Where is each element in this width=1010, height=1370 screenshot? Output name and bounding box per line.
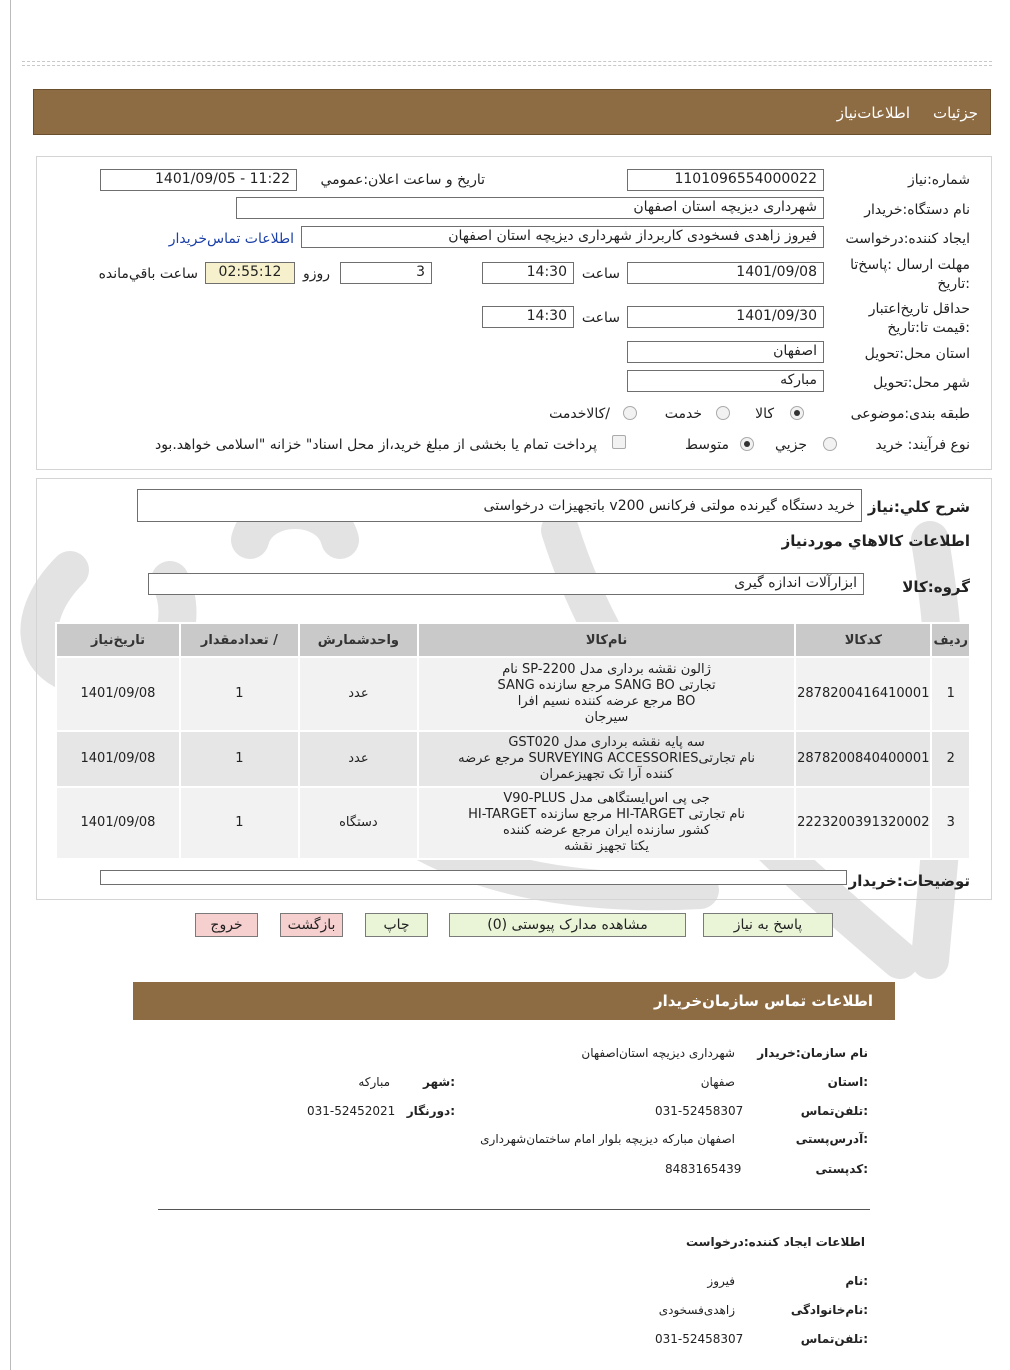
cell-name-line: تجارتی SANG BO مرجع سازنده SANG xyxy=(497,678,716,693)
need-number-label: شماره:نیاز xyxy=(907,172,970,188)
cell-name-line: BO مرجع عرضه کننده نسیم افرا xyxy=(517,694,696,709)
buyer-notes-label: توضیحات:خریدار xyxy=(848,872,970,890)
category-service-label: خدمت xyxy=(664,406,702,422)
cell-date: 1401/09/08 xyxy=(56,787,180,859)
deadline-time-field: 14:30 xyxy=(482,262,574,284)
postal-value: 8483165439 xyxy=(665,1162,742,1176)
remaining-time-field: 02:55:12 xyxy=(205,262,295,284)
process-small-radio[interactable] xyxy=(823,437,837,451)
creator-field: فیروز زاهدی فسخودی کاربرداز شهرداری دیزیچه استان اصفهان xyxy=(301,226,824,248)
validity-date-field: 1401/09/30 xyxy=(627,306,824,328)
city-contact-label: :شهر xyxy=(423,1075,455,1089)
buyer-label: نام دستگاه:خریدار xyxy=(864,202,970,218)
creator-label: ایجاد کننده:درخواست xyxy=(845,231,970,247)
col-header-row: ردیف xyxy=(931,623,970,657)
city-contact-value: مبارکه xyxy=(358,1075,390,1089)
category-service-radio[interactable] xyxy=(716,406,730,420)
deadline-label: مهلت ارسال :پاسخ‌تا xyxy=(850,257,970,273)
deadline-time-label: ساعت xyxy=(581,266,620,282)
back-button[interactable]: بازگشت xyxy=(280,913,343,937)
cell-date: 1401/09/08 xyxy=(56,657,180,731)
summary-field: خرید دستگاه گیرنده مولتی فرکانس v200 باتجهیزات درخواستی xyxy=(137,489,862,522)
category-label: طبقه بندی:موضوعی xyxy=(850,406,970,422)
col-header-qty: / تعدادمقدار xyxy=(180,623,299,657)
col-header-name: نام‌کالا xyxy=(418,623,795,657)
validity-time-field: 14:30 xyxy=(482,306,574,328)
exit-button[interactable]: خروج xyxy=(195,913,258,937)
cell-row-number: 3 xyxy=(931,787,970,859)
cell-qty: 1 xyxy=(180,787,299,859)
cell-code: 2878200840400001 xyxy=(795,731,931,787)
table-row xyxy=(56,731,970,787)
col-header-code: کدکالا xyxy=(795,623,931,657)
table-row xyxy=(56,787,970,859)
deadline-label-2: :تاریخ xyxy=(937,276,970,292)
fax-label: :دورنگار xyxy=(406,1104,455,1118)
province-label: استان محل:تحویل xyxy=(864,346,970,362)
org-value: شهرداری دیزیچه استان‌اصفهان xyxy=(581,1046,735,1060)
remaining-time-label: ساعت باقي‌مانده xyxy=(98,266,198,282)
announce-date-label: تاریخ و ساعت اعلان:عمومي xyxy=(320,172,485,188)
deadline-date-field: 1401/09/08 xyxy=(627,262,824,284)
process-medium-radio[interactable] xyxy=(740,437,754,451)
org-label: نام سازمان:خریدار xyxy=(757,1046,868,1060)
process-label: نوع فرآیند: خرید xyxy=(875,437,970,453)
process-small-label: جزيي xyxy=(775,437,807,453)
validity-time-label: ساعت xyxy=(581,310,620,326)
creator-info-title: اطلاعات ایجاد کننده:درخواست xyxy=(685,1235,865,1249)
cell-unit: عدد xyxy=(299,657,418,731)
cell-name-line: سه پایه نقشه برداری مدل GST020 xyxy=(508,735,705,750)
table-row xyxy=(56,657,970,731)
cell-name xyxy=(418,657,795,731)
cell-name-line: کشور سازنده ایران مرجع عرضه کننده xyxy=(503,823,711,838)
cell-name xyxy=(418,787,795,859)
cell-code: 2878200416410001 xyxy=(795,657,931,731)
category-goods-service-label: /کالاخدمت xyxy=(549,406,610,422)
days-label: روزو xyxy=(302,266,330,282)
cell-name-line: نام تجارتی HI-TARGET مرجع سازنده HI-TARGET xyxy=(468,807,745,822)
province-contact-value: صفهان xyxy=(700,1075,735,1089)
dotted-separator xyxy=(22,61,992,62)
section-divider xyxy=(158,1209,870,1210)
col-header-unit: واحدشمارش xyxy=(299,623,418,657)
cell-name-line: ژالون نقشه برداری مدل SP-2200 نام xyxy=(502,662,711,677)
phone-value: 031-52458307 xyxy=(655,1104,744,1118)
print-button[interactable]: چاپ xyxy=(365,913,428,937)
city-label: شهر محل:تحویل xyxy=(873,375,970,391)
goods-table xyxy=(55,622,971,860)
buyer-notes-field xyxy=(100,870,847,885)
goods-group-label: گروه:کالا xyxy=(902,578,970,596)
cell-qty: 1 xyxy=(180,731,299,787)
summary-label: شرح کلي:نیاز xyxy=(867,498,970,516)
category-goods-service-radio[interactable] xyxy=(623,406,637,420)
cell-unit: دستگاه xyxy=(299,787,418,859)
dotted-separator xyxy=(22,65,992,66)
creator-family-value: زاهدی‌فسخودی xyxy=(658,1303,735,1317)
cell-name-line: نام تجارتیSURVEYING ACCESSORIES مرجع عرضه xyxy=(458,751,755,766)
cell-name-line: جی پی اس‌ایستگاهی مدل V90-PLUS xyxy=(503,791,710,806)
contact-section-header xyxy=(133,982,895,1020)
cell-qty: 1 xyxy=(180,657,299,731)
days-field: 3 xyxy=(340,262,432,284)
category-goods-label: کالا xyxy=(755,406,774,422)
postal-label: :کدپستی xyxy=(815,1162,868,1176)
tab-details[interactable]: جزئیات xyxy=(933,104,978,122)
validity-label-2: :قیمت تا:تاریخ xyxy=(887,320,970,336)
attachments-button[interactable]: مشاهده مدارک پیوستی (0) xyxy=(449,913,686,937)
cell-name-line: کننده آرا تک تجهیزعمران xyxy=(539,767,674,782)
validity-label: حداقل تاریخ‌اعتبار xyxy=(868,301,970,317)
phone-label: :تلفن‌تماس xyxy=(800,1104,868,1118)
contact-section-title: اطلاعات تماس سازمان‌خریدار xyxy=(653,992,873,1010)
cell-row-number: 1 xyxy=(931,657,970,731)
address-label: :آدرس‌پستی xyxy=(795,1132,868,1146)
buyer-field: شهرداری دیزیچه استان اصفهان xyxy=(236,197,824,219)
category-goods-radio[interactable] xyxy=(790,406,804,420)
province-field: اصفهان xyxy=(627,341,824,363)
reply-button[interactable]: پاسخ به نیاز xyxy=(703,913,833,937)
creator-name-label: :نام xyxy=(845,1274,868,1288)
tab-need-info[interactable]: اطلاعات‌نیاز xyxy=(836,104,910,122)
creator-phone-label: :تلفن‌تماس xyxy=(800,1332,868,1346)
city-field: مبارکه xyxy=(627,370,824,392)
cell-date: 1401/09/08 xyxy=(56,731,180,787)
cell-name-line: سیرجان xyxy=(584,710,629,725)
need-number-field: 1101096554000022 xyxy=(627,169,824,191)
fax-value: 031-52452021 xyxy=(307,1104,396,1118)
treasury-payment-checkbox[interactable] xyxy=(612,435,626,449)
cell-row-number: 2 xyxy=(931,731,970,787)
announce-date-field: 1401/09/05 - 11:22 xyxy=(100,169,297,191)
cell-code: 2223200391320002 xyxy=(795,787,931,859)
process-medium-label: متوسط xyxy=(685,437,729,453)
goods-info-title: اطلاعات کالاهاي مورد‌نیاز xyxy=(781,532,970,550)
col-header-date: تاریخ‌نیاز xyxy=(56,623,180,657)
cell-unit: عدد xyxy=(299,731,418,787)
treasury-payment-note: پرداخت تمام یا بخشی از مبلغ خرید،از محل اسناد" خزانه "اسلامی خواهد.بود xyxy=(154,437,597,453)
buyer-contact-link[interactable]: اطلاعات تماس‌خریدار xyxy=(168,231,294,247)
address-value: اصفهان مبارکه دیزیچه بلوار امام ساختمان‌شهرداری xyxy=(480,1132,735,1146)
creator-phone-value: 031-52458307 xyxy=(655,1332,744,1346)
creator-name-value: فیروز xyxy=(707,1274,735,1288)
province-contact-label: :استان xyxy=(827,1075,868,1089)
cell-name xyxy=(418,731,795,787)
goods-group-field: ابزارآلات اندازه گیری xyxy=(148,573,864,595)
details-header-bar xyxy=(33,89,991,135)
cell-name-line: یکتا تجهیز نقشه xyxy=(564,839,649,854)
creator-family-label: :نام‌خانوادگی xyxy=(790,1303,868,1317)
